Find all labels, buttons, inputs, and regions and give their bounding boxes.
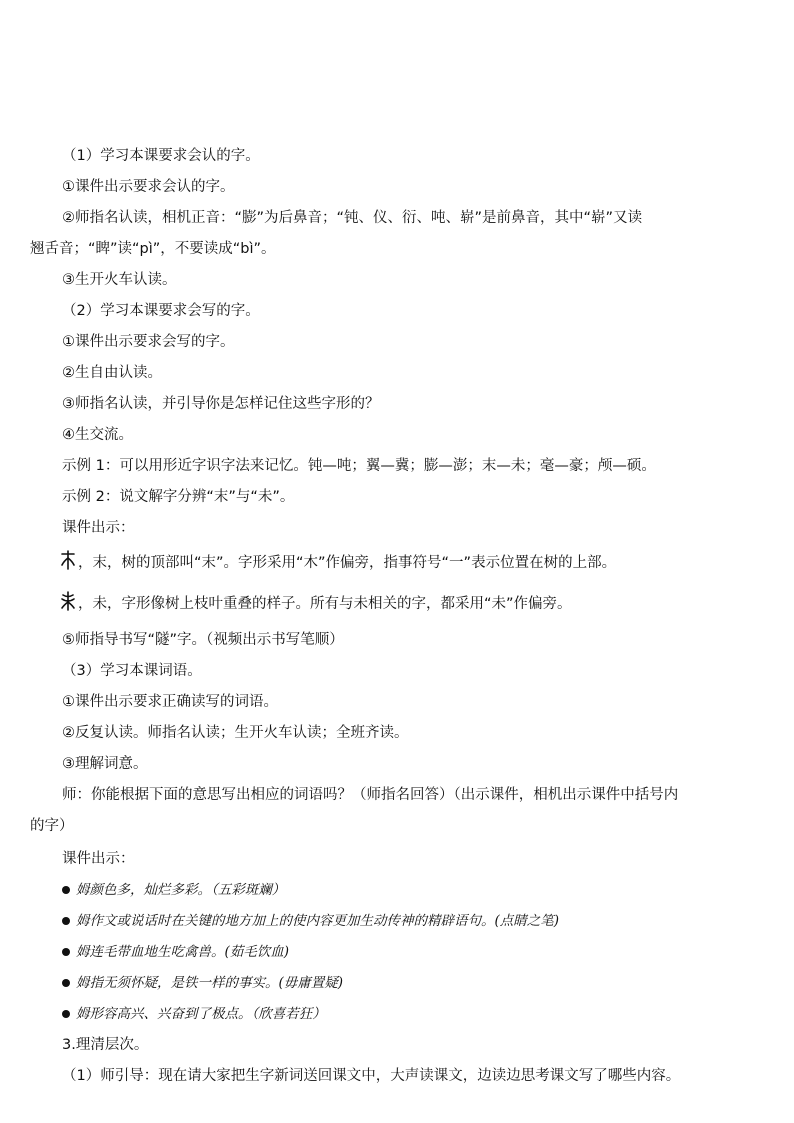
- paragraph: ①课件出示要求会写的字。: [62, 334, 235, 350]
- seal-character-mo-icon: [60, 550, 76, 570]
- bullet-text: 姆指无须怀疑，是铁一样的事实。(毋庸置疑): [76, 975, 344, 991]
- paragraph: ③师指名认读，并引导你是怎样记住这些字形的？: [62, 396, 380, 412]
- paragraph: ①课件出示要求正确读写的词语。: [62, 694, 278, 710]
- paragraph: ②师指名认读，相机正音：“膨”为后鼻音；“钝、仪、衍、吨、崭”是前鼻音，其中“崭”又读: [62, 210, 643, 226]
- seal-line-text: ，未，字形像树上枝叶重叠的样子。所有与未相关的字，都采用“未”作偏旁。: [78, 596, 572, 612]
- paragraph: （1）学习本课要求会认的字。: [62, 148, 260, 164]
- bullet-item: [62, 1004, 326, 1024]
- bullet-item: [62, 911, 559, 931]
- bullet-text: 姆连毛带血地生吃禽兽。(茹毛饮血): [76, 944, 290, 960]
- paragraph: （1）师引导：现在请大家把生字新词送回课文中，大声读课文，边读边思考课文写了哪些内容。: [62, 1068, 681, 1084]
- paragraph: ③理解词意。: [62, 756, 148, 772]
- paragraph-continuation: 翘舌音；“睥”读“pì”，不要读成“bì”。: [30, 241, 276, 257]
- bullet-text: 姆颜色多，灿烂多彩。（五彩斑斓）: [76, 882, 286, 898]
- paragraph: 师：你能根据下面的意思写出相应的词语吗？（师指名回答）（出示课件，相机出示课件中括号内: [62, 787, 679, 803]
- paragraph: 示例 1：可以用形近字识字法来记忆。钝—吨；翼—冀；膨—澎；末—未；毫—豪；颅—硕。: [62, 458, 656, 474]
- bullet-item: [62, 973, 343, 993]
- bullet-item: [62, 942, 289, 962]
- paragraph: ⑤师指导书写“隧”字。（视频出示书写笔顺）: [62, 632, 344, 648]
- filled-circle-bullet-icon: [62, 1010, 70, 1018]
- filled-circle-bullet-icon: [62, 979, 70, 987]
- paragraph: ②生自由认读。: [62, 365, 162, 381]
- seal-character-wei-icon: [60, 591, 76, 611]
- paragraph-continuation: 的字）: [30, 818, 74, 834]
- bullet-item: [62, 880, 285, 900]
- paragraph: ①课件出示要求会认的字。: [62, 179, 235, 195]
- paragraph: （2）学习本课要求会写的字。: [62, 303, 260, 319]
- bullet-text: 姆形容高兴、兴奋到了极点。（欣喜若狂）: [76, 1006, 326, 1022]
- paragraph: 课件出示：: [62, 520, 135, 536]
- filled-circle-bullet-icon: [62, 948, 70, 956]
- paragraph: ④生交流。: [62, 427, 133, 443]
- bullet-text: 姆作文或说话时在关键的地方加上的使内容更加生动传神的精辟语句。(点睛之笔): [76, 913, 560, 929]
- paragraph: 示例 2：说文解字分辨“末”与“未”。: [62, 489, 295, 505]
- seal-line-text: ，末，树的顶部叫“末”。字形采用“木”作偏旁，指事符号“一”表示位置在树的上部。: [78, 555, 617, 571]
- seal-line-wei: [60, 594, 572, 614]
- section-heading: 3.理清层次。: [62, 1037, 149, 1053]
- seal-line-mo: [60, 553, 616, 573]
- filled-circle-bullet-icon: [62, 917, 70, 925]
- paragraph: （3）学习本课词语。: [62, 663, 202, 679]
- paragraph: ②反复认读。师指名认读；生开火车认读；全班齐读。: [62, 725, 409, 741]
- filled-circle-bullet-icon: [62, 886, 70, 894]
- paragraph: 课件出示：: [62, 851, 135, 867]
- paragraph: ③生开火车认读。: [62, 272, 177, 288]
